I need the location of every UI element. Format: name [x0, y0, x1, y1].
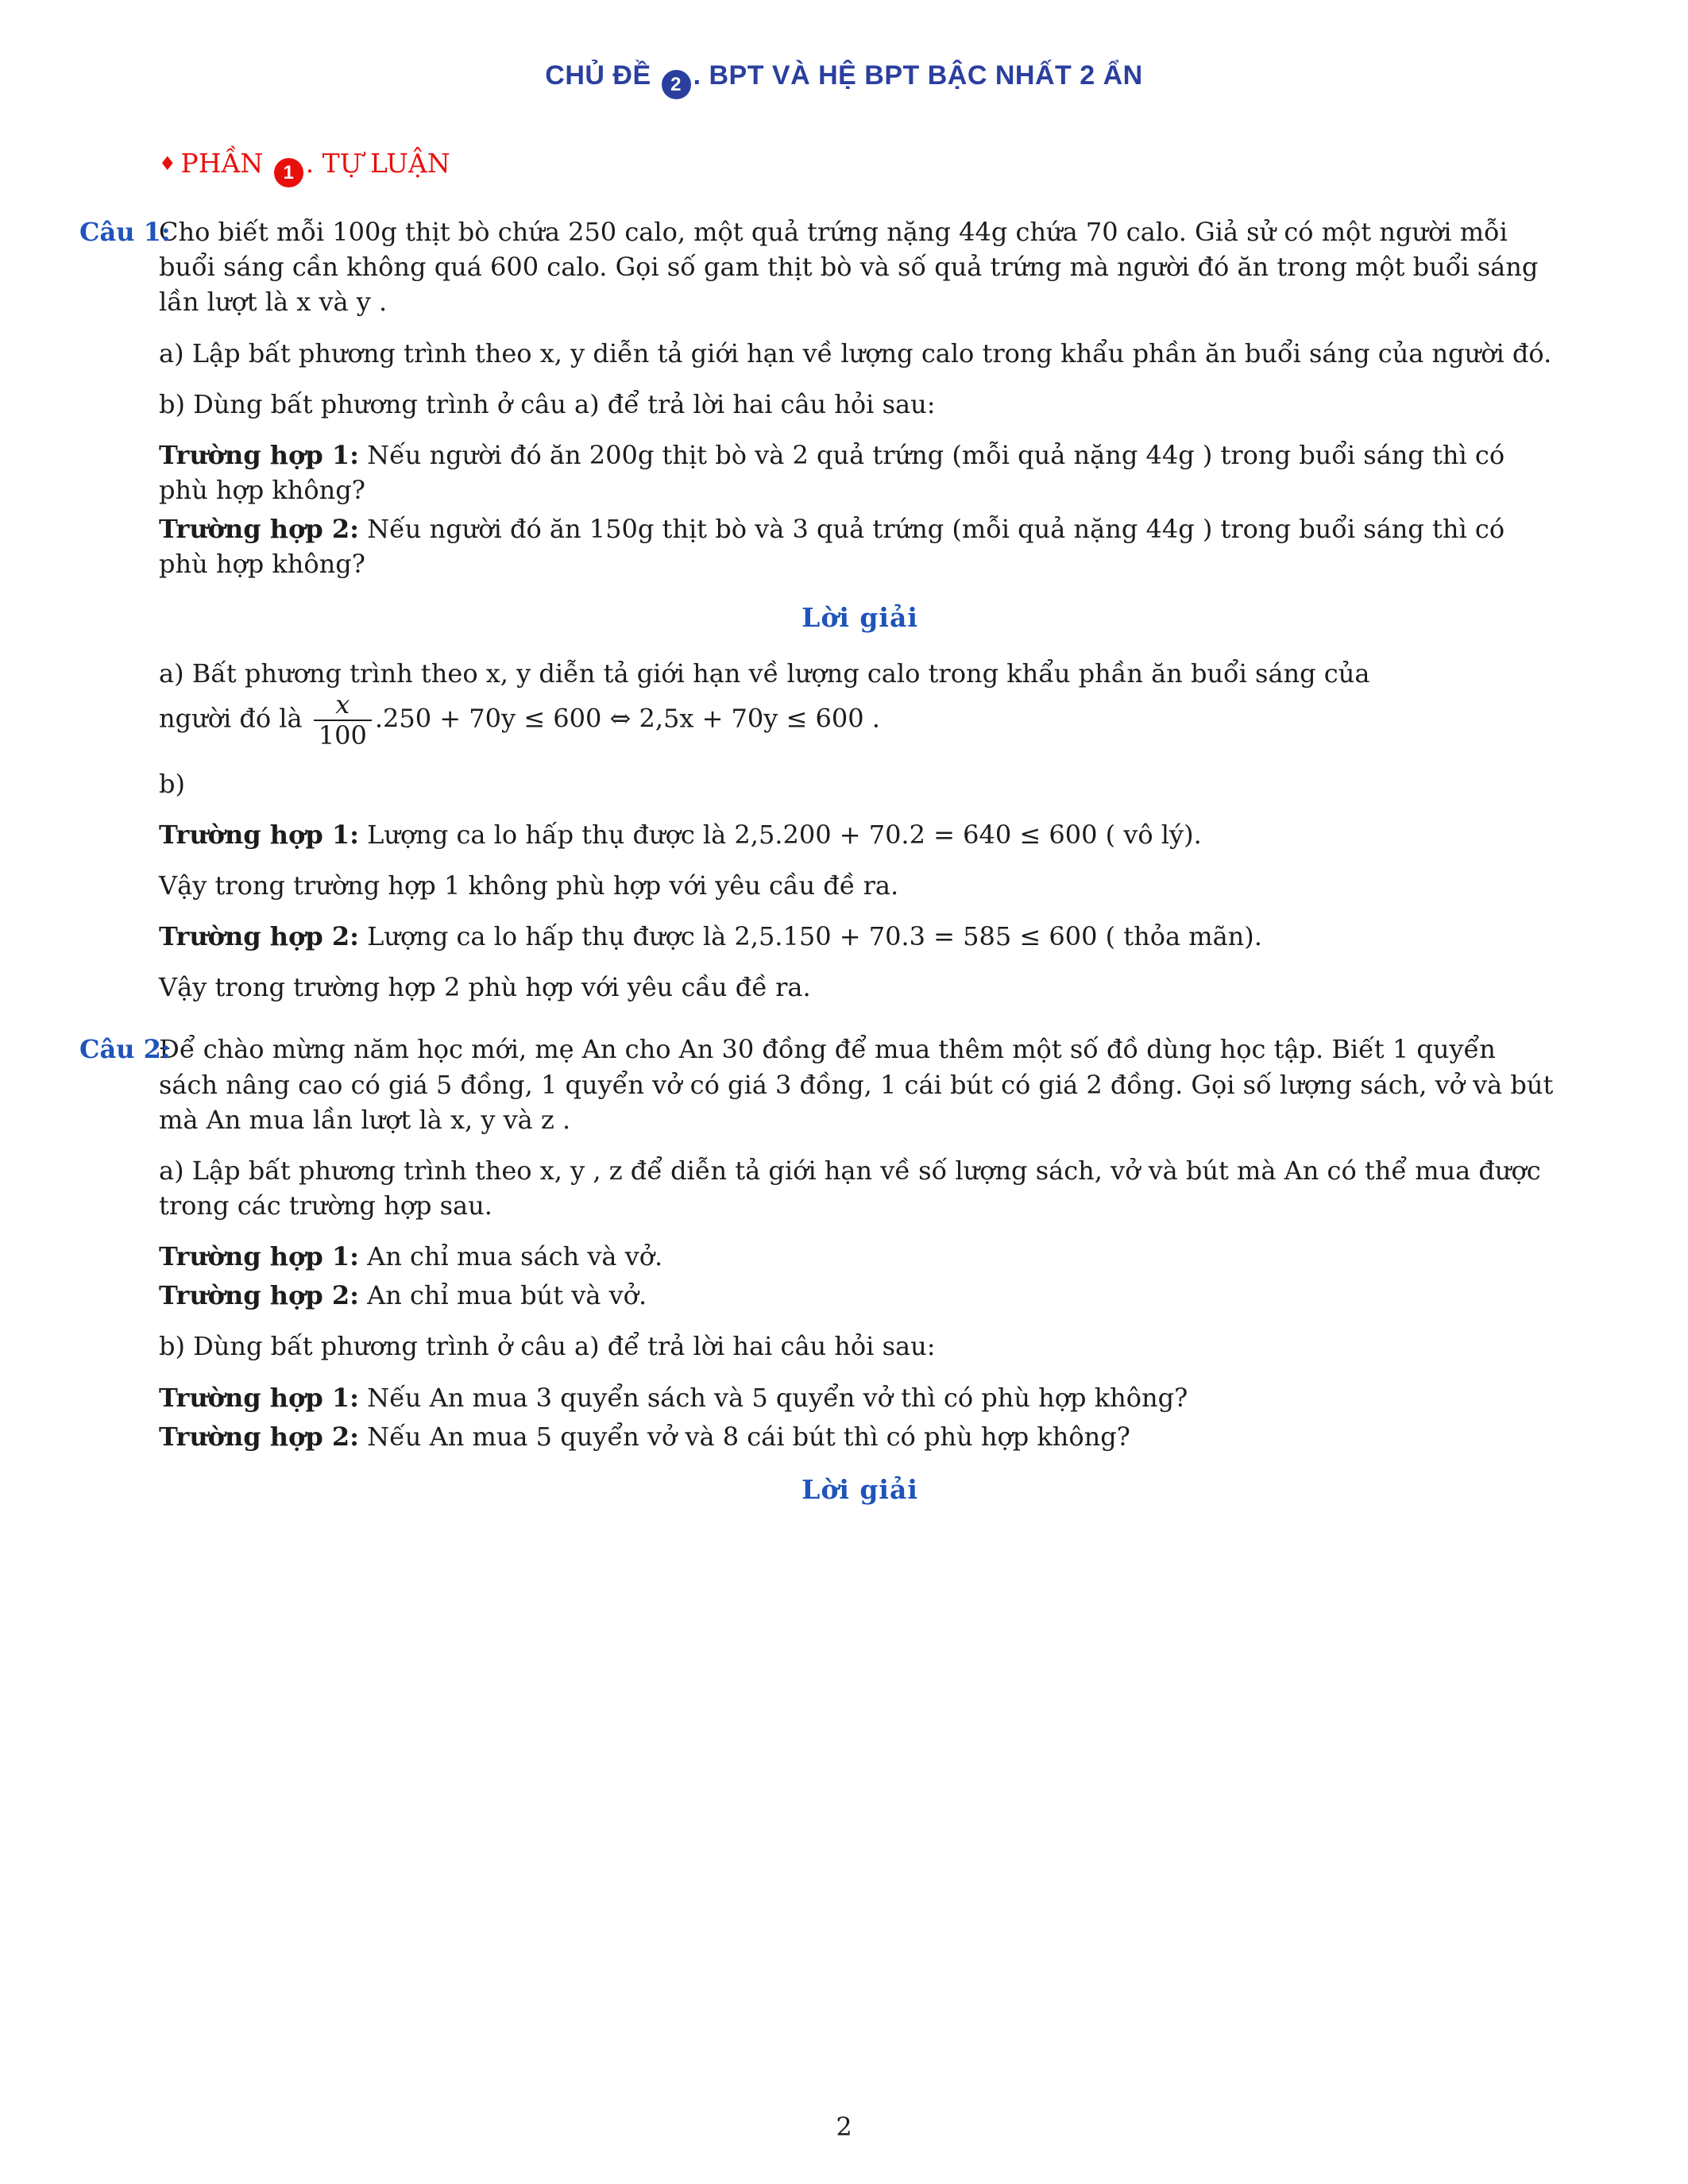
section-suffix: . TỰ LUẬN: [305, 148, 450, 179]
solution-1-case-2: [159, 919, 1561, 954]
question-1-item-a: a) Lập bất phương trình theo x, y diễn tả giới hạn về lượng calo trong khẩu phần ăn buổi sáng của người đó.: [159, 338, 1552, 369]
case-text: Nếu người đó ăn 150g thịt bò và 3 quả trứng (mỗi quả nặng 44g ) trong buổi sáng thì có phù hợp không?: [159, 514, 1505, 580]
question-1-case-1: [159, 438, 1561, 507]
question-2-intro: Để chào mừng năm học mới, mẹ An cho An 30 đồng để mua thêm một số đồ dùng học tập. Biết 1 quyển sách nâng cao có giá 5 đồng, 1 quyển vở có giá 3 đồng, 1 cái bút có giá 2 đồng. Gọi số lượng sách, vở và bút mà An mua lần lượt là x, y và z .: [159, 1034, 1554, 1135]
case-text: Nếu An mua 3 quyển sách và 5 quyển vở thì có phù hợp không?: [358, 1382, 1188, 1413]
case-text: Nếu An mua 5 quyển vở và 8 cái bút thì có phù hợp không?: [358, 1421, 1130, 1452]
case-label: Trường hợp 1:: [159, 1382, 359, 1413]
fraction-numerator: x: [335, 689, 350, 720]
solution-1-case-1-conclusion: Vậy trong trường hợp 1 không phù hợp với yêu cầu đề ra.: [159, 870, 899, 901]
page-title: [0, 57, 1688, 99]
solution-title-2: Lời giải: [802, 1473, 918, 1505]
chapter-number-badge: 2: [662, 70, 691, 99]
part-number-badge: 1: [274, 158, 303, 187]
fraction-denominator: 100: [314, 720, 372, 750]
question-2-case-1: [159, 1239, 1561, 1274]
case-label: Trường hợp 1:: [159, 819, 359, 850]
question-1-label: Câu 1:: [79, 217, 171, 248]
page-number: 2: [836, 2111, 852, 2142]
section-title: [159, 145, 1561, 187]
question-2-label: Câu 2:: [79, 1034, 171, 1065]
question-1-item-b: b) Dùng bất phương trình ở câu a) để trả lời hai câu hỏi sau:: [159, 388, 936, 419]
fraction: [314, 691, 372, 750]
question-2-body: [159, 1032, 1561, 1507]
question-1: [79, 214, 1561, 1005]
question-2: [79, 1032, 1561, 1507]
solution-1-item-b: b): [159, 768, 185, 799]
solution-1-a-line2-post: .250 + 70y ≤ 600 ⇔ 2,5x + 70y ≤ 600 .: [374, 703, 880, 734]
case-label: Trường hợp 2:: [159, 1280, 359, 1311]
question-2-question-case-1: [159, 1380, 1561, 1415]
solution-1-a-line1: a) Bất phương trình theo x, y diễn tả giới hạn về lượng calo trong khẩu phần ăn buổi sáng của: [159, 658, 1370, 689]
case-label: Trường hợp 1:: [159, 439, 359, 470]
section-prefix: PHẦN: [180, 148, 272, 179]
solution-1-case-2-conclusion: Vậy trong trường hợp 2 phù hợp với yêu cầu đề ra.: [159, 972, 811, 1003]
case-text: An chỉ mua sách và vở.: [358, 1241, 663, 1272]
case-text: An chỉ mua bút và vở.: [358, 1280, 647, 1311]
question-2-item-b: b) Dùng bất phương trình ở câu a) để trả lời hai câu hỏi sau:: [159, 1331, 936, 1362]
question-1-case-2: [159, 511, 1561, 581]
solution-1-a-line2-pre: người đó là: [159, 703, 311, 734]
question-2-case-2: [159, 1278, 1561, 1313]
header-prefix: CHỦ ĐỀ: [545, 60, 659, 91]
question-2-item-a: a) Lập bất phương trình theo x, y , z để diễn tả giới hạn về số lượng sách, vở và bút mà An có thể mua được trong các trường hợp sau.: [159, 1155, 1541, 1221]
question-2-question-case-2: [159, 1419, 1561, 1454]
case-label: Trường hợp 2:: [159, 514, 359, 545]
header-suffix: . BPT VÀ HỆ BPT BẬC NHẤT 2 ẨN: [693, 60, 1143, 91]
case-text: Nếu người đó ăn 200g thịt bò và 2 quả trứng (mỗi quả nặng 44g ) trong buổi sáng thì có phù hợp không?: [159, 439, 1505, 506]
diamond-icon: ♦: [159, 152, 176, 176]
question-1-body: [159, 214, 1561, 1005]
solution-1-item-a: [159, 656, 1561, 751]
case-label: Trường hợp 2:: [159, 1421, 359, 1452]
case-label: Trường hợp 1:: [159, 1241, 359, 1272]
case-label: Trường hợp 2:: [159, 921, 359, 952]
question-1-intro: Cho biết mỗi 100g thịt bò chứa 250 calo, một quả trứng nặng 44g chứa 70 calo. Giả sử có một người mỗi buổi sáng cần không quá 600 calo. Gọi số gam thịt bò và số quả trứng mà người đó ăn trong một buổi sáng lần lượt là x và y .: [159, 217, 1539, 318]
solution-title-1: Lời giải: [802, 601, 918, 633]
solution-1-case-1: [159, 817, 1561, 852]
case-text: Lượng ca lo hấp thụ được là 2,5.150 + 70.3 = 585 ≤ 600 ( thỏa mãn).: [358, 921, 1262, 952]
case-text: Lượng ca lo hấp thụ được là 2,5.200 + 70.2 = 640 ≤ 600 ( vô lý).: [358, 819, 1202, 850]
